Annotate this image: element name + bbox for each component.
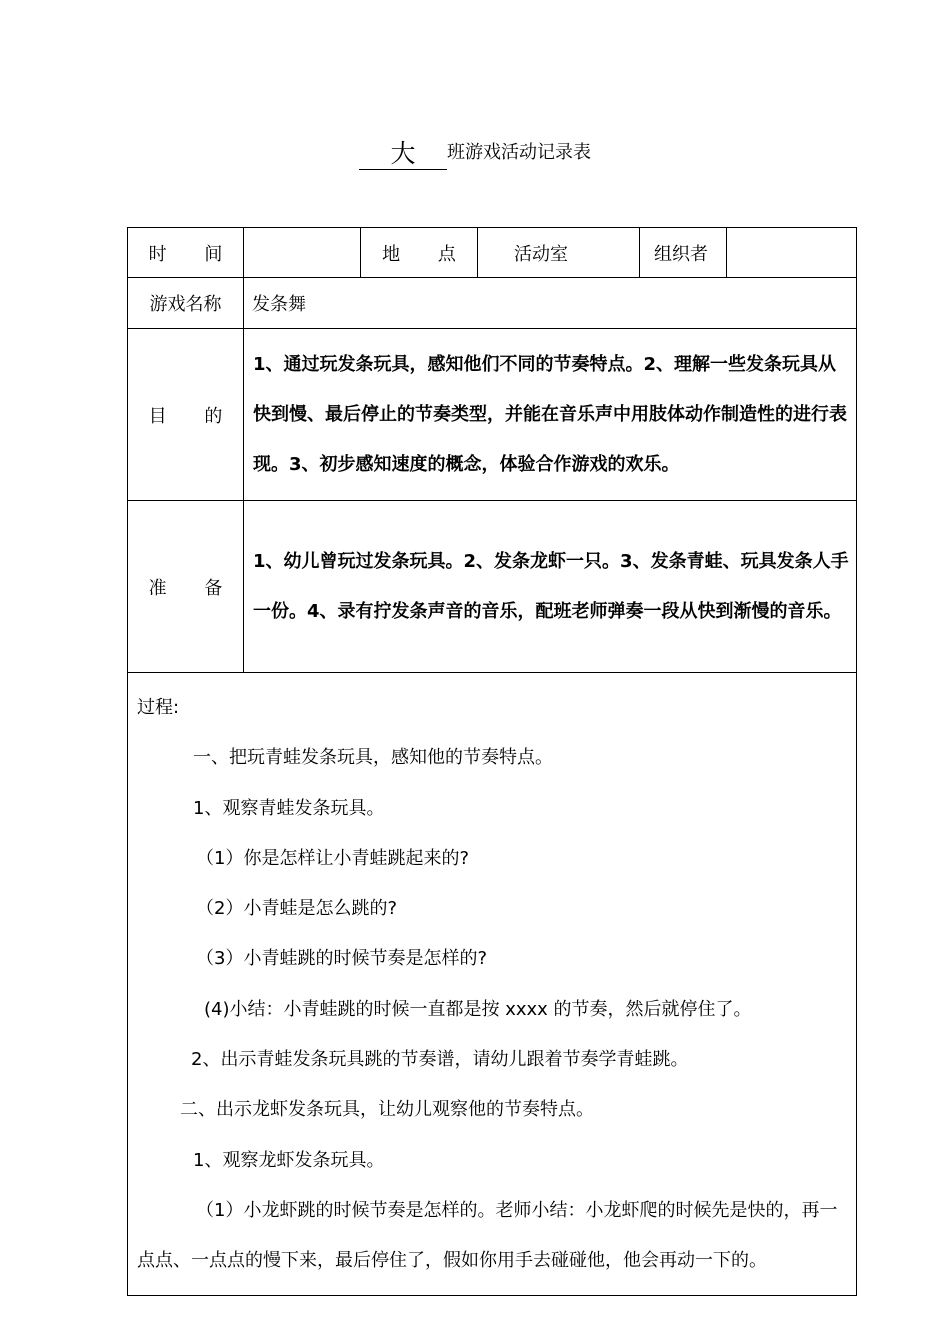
game-name-row bbox=[128, 278, 857, 329]
process-line: （1）你是怎样让小青蛙跳起来的? bbox=[196, 847, 470, 869]
process-heading: 过程: bbox=[137, 697, 180, 718]
prep-row bbox=[128, 501, 857, 673]
goal-label: 目 的 bbox=[128, 329, 244, 501]
place-value: 活动室 bbox=[478, 228, 640, 278]
process-line: （1）小龙虾跳的时候节奏是怎样的。老师小结：小龙虾爬的时候先是快的，再一点点、一点点的慢下来，最后停住了，假如你用手去碰碰他，他会再动一下的。 bbox=[137, 1199, 838, 1272]
organizer-label: 组织者 bbox=[640, 228, 727, 278]
process-line: （3）小青蛙跳的时候节奏是怎样的? bbox=[196, 948, 488, 970]
goal-row bbox=[128, 329, 857, 501]
organizer-value bbox=[727, 228, 857, 278]
process-line: 二、出示龙虾发条玩具，让幼儿观察他的节奏特点。 bbox=[180, 1099, 594, 1121]
process-line: 1、观察青蛙发条玩具。 bbox=[193, 797, 385, 819]
process-line: (4)小结：小青蛙跳的时候一直都是按 xxxx 的节奏，然后就停住了。 bbox=[204, 998, 752, 1020]
time-label: 时 间 bbox=[128, 228, 244, 278]
grade-field: 大 bbox=[359, 139, 447, 170]
game-name-value: 发条舞 bbox=[244, 278, 857, 329]
time-value bbox=[244, 228, 361, 278]
info-row bbox=[128, 228, 857, 278]
process-line: 一、把玩青蛙发条玩具，感知他的节奏特点。 bbox=[193, 747, 553, 769]
place-label: 地 点 bbox=[361, 228, 478, 278]
process-cell bbox=[128, 673, 857, 1296]
process-line: 1、观察龙虾发条玩具。 bbox=[193, 1149, 385, 1171]
process-line: 2、出示青蛙发条玩具跳的节奏谱，请幼儿跟着节奏学青蛙跳。 bbox=[191, 1049, 689, 1071]
prep-text: 1、幼儿曾玩过发条玩具。2、发条龙虾一只。3、发条青蛙、玩具发条人手一份。4、录有拧发条声音的音乐，配班老师弹奏一段从快到渐慢的音乐。 bbox=[244, 501, 857, 673]
activity-record-table bbox=[127, 227, 857, 1296]
goal-text: 1、通过玩发条玩具，感知他们不同的节奏特点。2、理解一些发条玩具从快到慢、最后停止的节奏类型，并能在音乐声中用肢体动作制造性的进行表现。3、初步感知速度的概念，体验合作游戏的欢乐。 bbox=[244, 329, 857, 501]
game-name-label: 游戏名称 bbox=[128, 278, 244, 329]
process-line: （2）小青蛙是怎么跳的? bbox=[196, 898, 398, 920]
process-row bbox=[128, 673, 857, 1296]
page-title bbox=[0, 136, 950, 170]
prep-label: 准 备 bbox=[128, 501, 244, 673]
title-text: 班游戏活动记录表 bbox=[447, 142, 591, 163]
